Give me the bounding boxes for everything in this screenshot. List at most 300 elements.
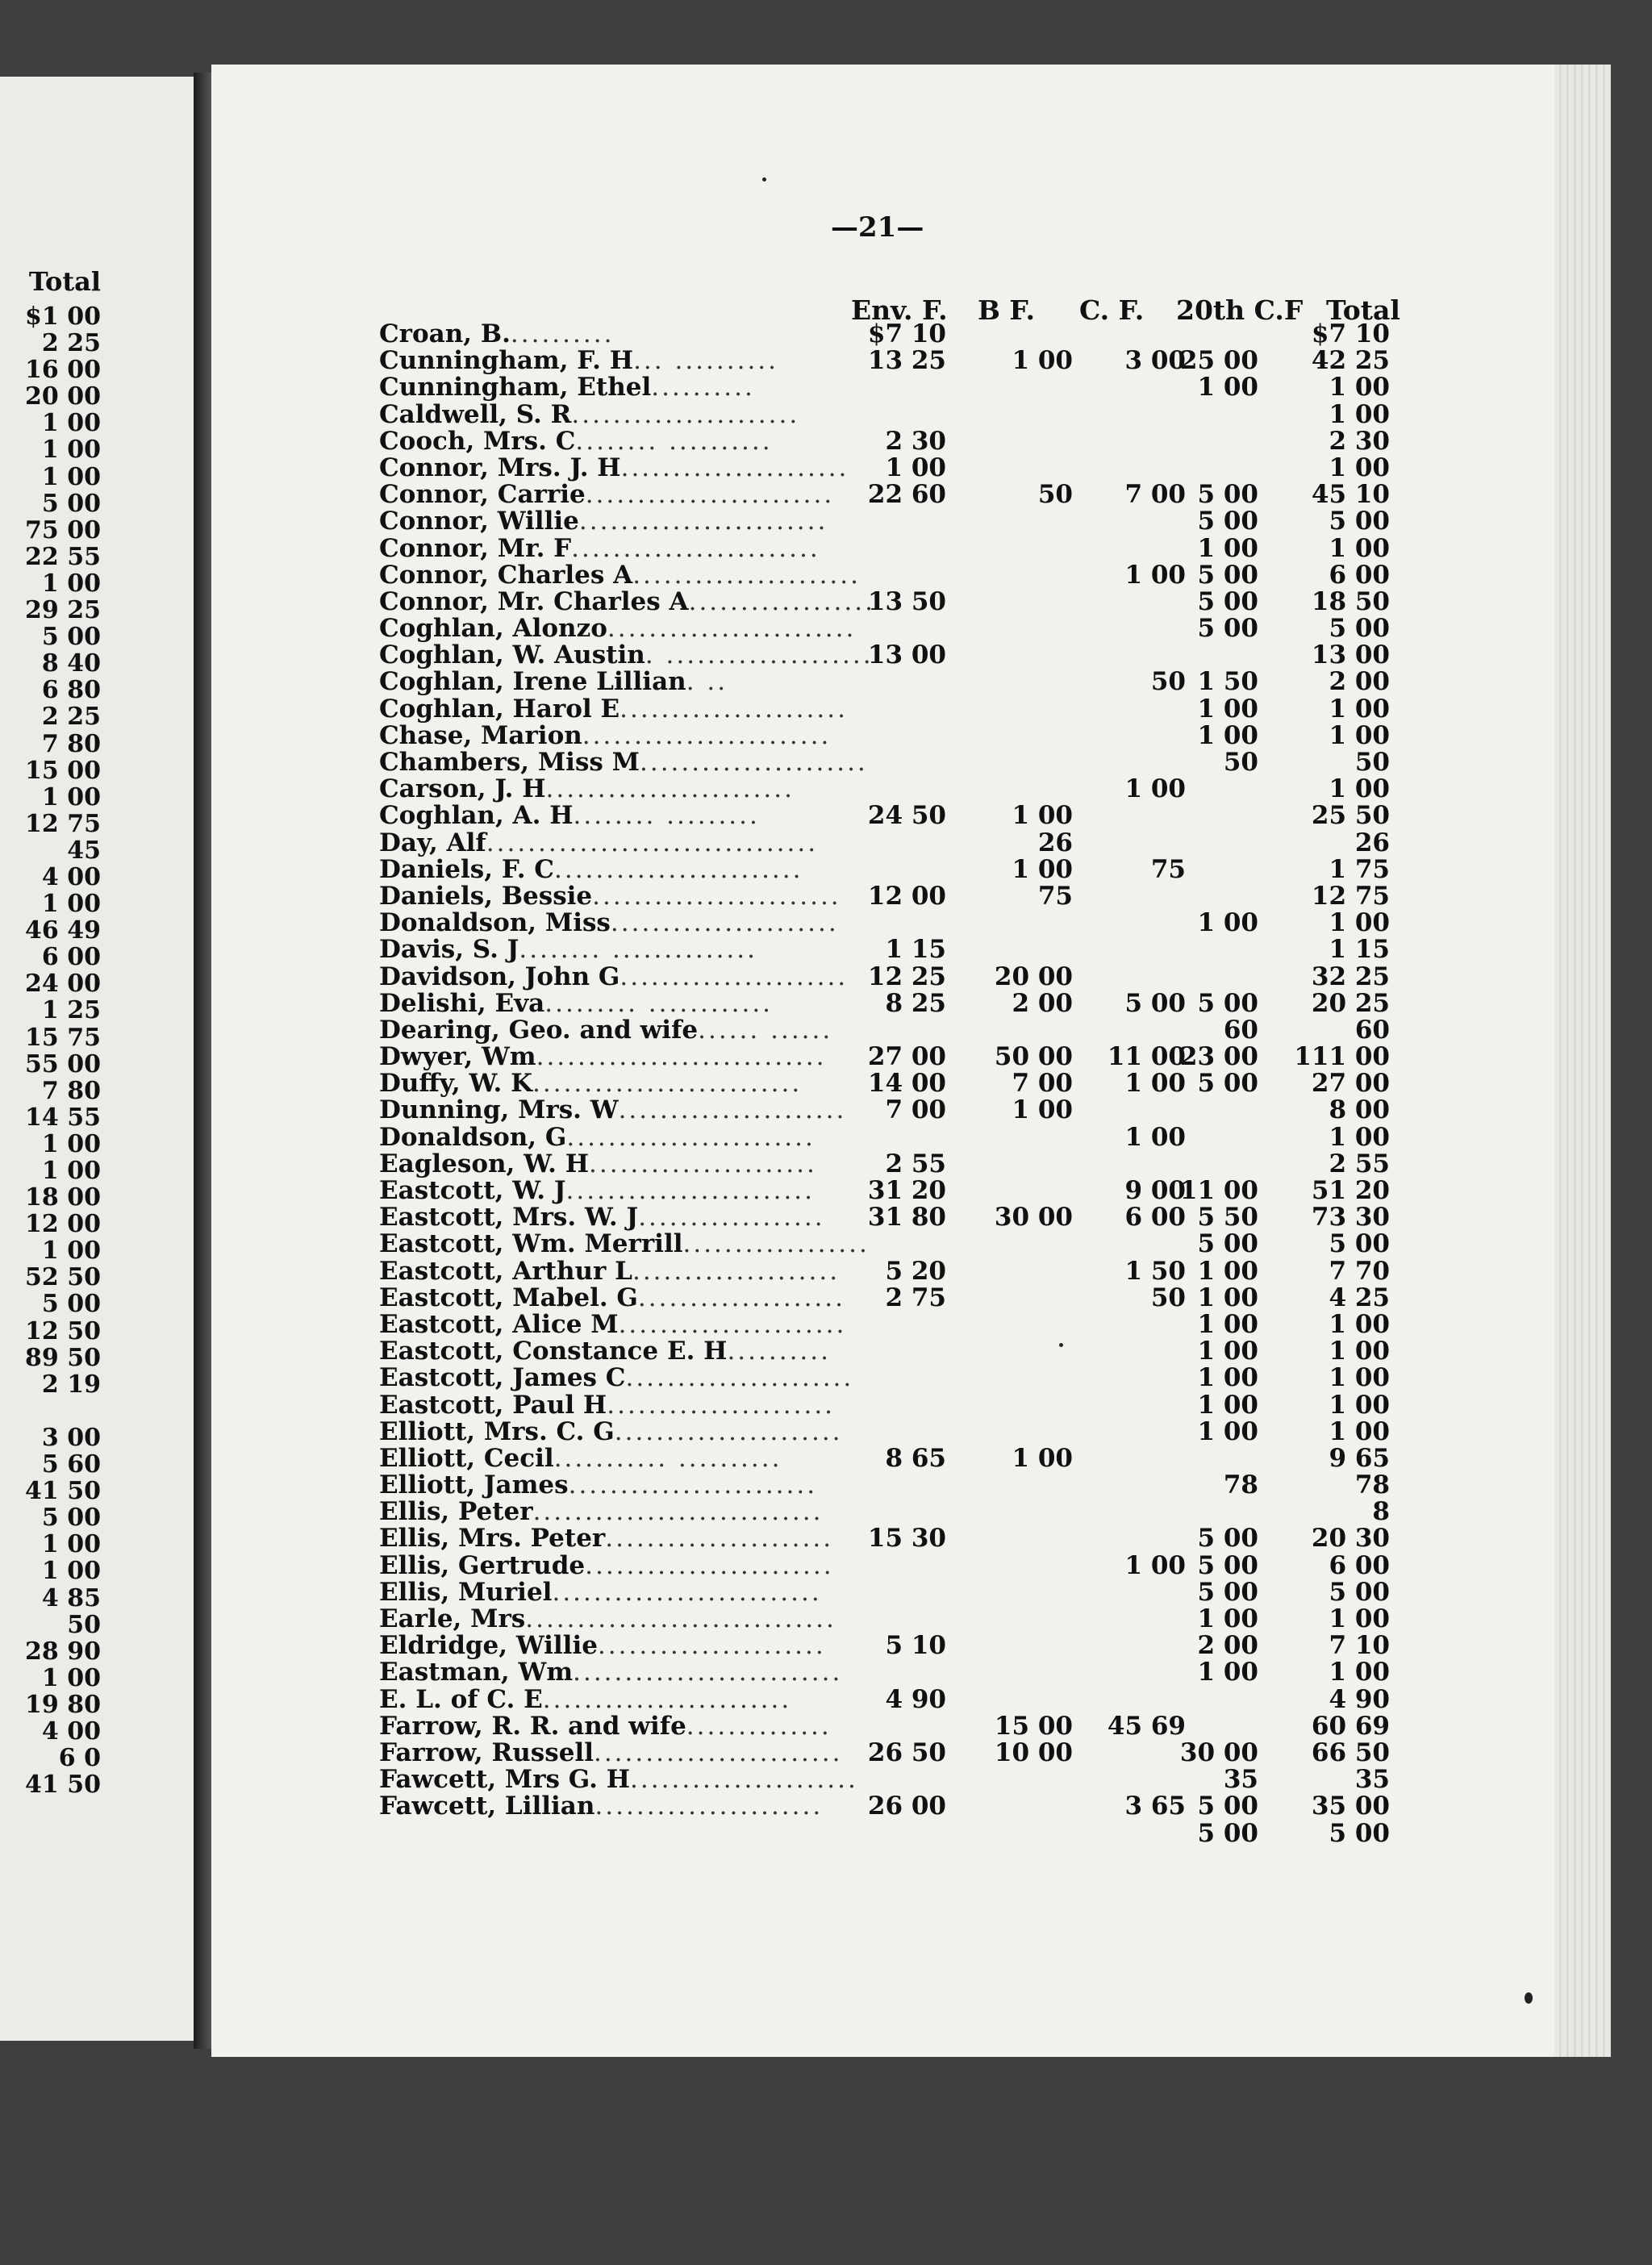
leader-dots: ........................ [553, 854, 803, 884]
left-total-cell: 1 00 [41, 1557, 101, 1586]
20th-c-f-cell: 1 00 [1197, 373, 1258, 403]
subscriber-name-text: Connor, Charles A [379, 560, 633, 590]
20th-c-f-cell: 5 00 [1197, 988, 1258, 1018]
table-row [0, 1550, 1404, 1580]
left-total-cell: 15 00 [25, 756, 101, 785]
table-row [0, 615, 1404, 642]
20th-c-f-cell: 1 00 [1197, 720, 1258, 750]
subscriber-name [379, 1392, 847, 1419]
left-total-cell: 2 25 [41, 329, 101, 358]
env-f-cell: 4 90 [885, 1684, 946, 1714]
subscriber-name-text: Chase, Marion [379, 720, 582, 750]
leader-dots: .................. [682, 1229, 870, 1259]
subscriber-name [379, 1633, 847, 1659]
subscriber-name [379, 455, 847, 482]
20th-c-f-cell: 1 00 [1197, 1309, 1258, 1339]
total-cell: 1 00 [1329, 720, 1390, 750]
subscriber-name [379, 374, 847, 401]
c-f-cell: 9 00 [1124, 1176, 1186, 1205]
subscriber-name-text: Davis, S. J [379, 935, 519, 965]
20th-c-f-cell: 35 [1223, 1765, 1258, 1795]
subscriber-name [379, 776, 847, 803]
table-row [0, 1204, 1404, 1231]
ink-speck [1059, 1343, 1063, 1347]
leader-dots: ........................ [545, 774, 795, 804]
b-f-cell: 7 00 [1012, 1069, 1073, 1099]
total-cell: 13 00 [1311, 640, 1390, 670]
b-f-cell: 1 00 [1012, 801, 1073, 831]
leader-dots: .......................... [532, 1069, 803, 1099]
left-total-cell: 2 25 [41, 703, 101, 732]
leader-dots: ...................... [618, 1095, 847, 1125]
total-cell: 12 75 [1311, 881, 1390, 911]
subscriber-name-text: Cunningham, F. H [379, 346, 634, 376]
c-f-cell: 1 00 [1124, 1069, 1186, 1099]
left-total-cell: 1 00 [41, 1237, 101, 1266]
leader-dots: ........................ [593, 1737, 843, 1767]
total-cell: 1 00 [1329, 1337, 1390, 1366]
subscriber-name-text: Ellis, Muriel [379, 1577, 553, 1607]
left-total-cell: 22 55 [25, 542, 101, 571]
leader-dots: ...................... [610, 908, 839, 938]
20th-c-f-cell: 50 [1223, 748, 1258, 777]
table-row [0, 1713, 1404, 1740]
left-total-cell: 6 0 [58, 1744, 101, 1773]
leader-dots: ...................... [605, 1524, 834, 1554]
c-f-cell: 1 00 [1124, 1122, 1186, 1152]
subscriber-name [379, 803, 847, 829]
c-f-cell: 11 00 [1107, 1042, 1186, 1072]
subscriber-name-text: Fawcett, Lillian [379, 1792, 595, 1821]
b-f-cell: 75 [1037, 881, 1073, 911]
total-cell: 26 [1354, 828, 1390, 857]
subscriber-name-text: Eagleson, W. H [379, 1149, 590, 1178]
left-total-cell: 1 00 [41, 1530, 101, 1559]
c-f-cell: 50 [1150, 1283, 1186, 1312]
table-row [0, 936, 1404, 963]
c-f-cell: 75 [1150, 854, 1186, 884]
left-total-cell: 41 50 [25, 1477, 101, 1506]
subscriber-name-text: Eastcott, Paul H [379, 1390, 607, 1420]
left-total-cell: 1 00 [41, 1157, 101, 1185]
20th-c-f-cell: 5 00 [1197, 1818, 1258, 1848]
total-cell: 5 00 [1329, 507, 1390, 536]
left-total-cell: 7 80 [41, 729, 101, 758]
left-total-cell: $1 00 [25, 302, 101, 331]
subscriber-name-text: Delishi, Eva [379, 988, 545, 1018]
table-row [0, 455, 1404, 482]
c-f-cell: 1 00 [1124, 560, 1186, 590]
total-cell: 1 00 [1329, 453, 1390, 482]
subscriber-name [379, 936, 847, 963]
table-row [0, 348, 1404, 374]
header-total: Total [1326, 294, 1400, 326]
subscriber-name [379, 910, 847, 936]
leader-dots: .......................... [552, 1577, 822, 1607]
subscriber-name [379, 1737, 847, 1767]
20th-c-f-cell: 5 00 [1197, 1577, 1258, 1607]
table-row [0, 1684, 1404, 1714]
20th-c-f-cell: 25 00 [1179, 346, 1258, 376]
subscriber-name [379, 1416, 847, 1446]
table-row [0, 1338, 1404, 1365]
leader-dots: .................. [688, 586, 875, 616]
left-total-cell: 1 00 [41, 782, 101, 811]
table-row [0, 1178, 1404, 1204]
table-row [0, 961, 1404, 991]
20th-c-f-cell: 5 00 [1197, 480, 1258, 510]
subscriber-name [379, 1659, 847, 1686]
table-row [0, 1365, 1404, 1391]
table-row [0, 1070, 1404, 1097]
table-row [0, 1124, 1404, 1151]
page-number: —21— [831, 211, 924, 244]
subscriber-name-text: Daniels, F. C [379, 854, 554, 884]
leader-dots: .......... [651, 373, 755, 403]
subscriber-name [379, 1579, 847, 1606]
subscriber-name-text: Cunningham, Ethel [379, 373, 652, 403]
c-f-cell: 6 00 [1124, 1203, 1186, 1233]
env-f-cell: 2 55 [885, 1149, 946, 1178]
c-f-cell: 3 00 [1124, 346, 1186, 376]
total-cell: 2 55 [1329, 1149, 1390, 1178]
20th-c-f-cell: 1 00 [1197, 1658, 1258, 1687]
table-row [0, 720, 1404, 750]
table-row [0, 1633, 1404, 1659]
table-row [0, 1818, 1404, 1848]
subscriber-name [379, 696, 847, 723]
subscriber-name [379, 1285, 847, 1312]
env-f-cell: 22 60 [867, 480, 946, 510]
left-total-cell: 2 19 [41, 1370, 101, 1399]
subscriber-name [379, 961, 849, 991]
leader-dots: ............................ [536, 1042, 827, 1072]
total-cell: 27 00 [1311, 1069, 1390, 1099]
env-f-cell: 12 00 [867, 881, 946, 911]
c-f-cell: 3 65 [1124, 1792, 1186, 1821]
left-page-total-header: Total [28, 266, 101, 297]
c-f-cell: 5 00 [1124, 988, 1186, 1018]
table-row [0, 696, 1404, 723]
left-total-cell: 1 00 [41, 890, 101, 919]
subscriber-name [379, 560, 861, 590]
table-row [0, 508, 1404, 535]
subscriber-name [379, 348, 847, 374]
total-cell: 1 00 [1329, 1416, 1390, 1446]
left-total-cell: 6 00 [41, 943, 101, 972]
env-f-cell: 31 20 [867, 1176, 946, 1205]
left-total-cell: 5 00 [41, 1504, 101, 1533]
left-total-cell: 12 00 [25, 1210, 101, 1239]
subscriber-name-text: Fawcett, Mrs G. H [379, 1765, 631, 1795]
leader-dots: ...................... [620, 453, 849, 482]
table-row [0, 1392, 1404, 1419]
leader-dots: ...................... [571, 399, 800, 429]
subscriber-name-text: Eastcott, Mabel. G [379, 1283, 638, 1312]
subscriber-name-text: Chambers, Miss M [379, 748, 640, 777]
subscriber-name-text: Duffy, W. K [379, 1069, 533, 1099]
subscriber-name-text: Eastcott, Wm. Merrill [379, 1229, 683, 1259]
subscriber-name-text: Connor, Willie [379, 507, 579, 536]
subscriber-name [379, 1525, 847, 1552]
table-row [0, 1472, 1404, 1499]
table-row [0, 1097, 1404, 1124]
left-total-cell: 5 60 [41, 1450, 101, 1479]
table-row [0, 988, 1404, 1018]
leader-dots: ............................ [532, 1497, 824, 1527]
c-f-cell: 45 69 [1107, 1711, 1186, 1741]
leader-dots: ...................... [639, 748, 868, 777]
subscriber-name [379, 1309, 847, 1339]
20th-c-f-cell: 5 00 [1197, 560, 1258, 590]
subscriber-name [379, 640, 874, 670]
subscriber-name [379, 428, 847, 455]
subscriber-name-text: Caldwell, S. R [379, 399, 572, 429]
env-f-cell: 7 00 [885, 1095, 946, 1125]
leader-dots: ...................... [597, 1631, 826, 1661]
subscriber-name [379, 854, 847, 884]
left-total-cell: 89 50 [25, 1343, 101, 1372]
leader-dots: ... .......... [633, 346, 779, 376]
table-row [0, 776, 1404, 803]
leader-dots: .......... [510, 319, 615, 348]
subscriber-name [379, 482, 847, 508]
20th-c-f-cell: 1 00 [1197, 694, 1258, 724]
table-row [0, 482, 1404, 508]
table-row [0, 1258, 1404, 1285]
total-cell: 60 [1354, 1015, 1390, 1045]
env-f-cell: 24 50 [867, 801, 946, 831]
subscriber-name-text: Eastcott, James C [379, 1363, 626, 1393]
total-cell: 1 00 [1329, 1390, 1390, 1420]
env-f-cell: 15 30 [867, 1524, 946, 1554]
subscriber-name [379, 1204, 847, 1231]
subscriber-name-text: Coghlan, Alonzo [379, 614, 607, 644]
table-row [0, 1416, 1404, 1446]
subscriber-name-text: Eastcott, W. J [379, 1176, 566, 1205]
subscriber-name-text: Eastcott, Arthur L [379, 1256, 632, 1286]
table-row [0, 1445, 1404, 1472]
left-total-cell: 46 49 [25, 916, 101, 945]
subscriber-name [379, 1793, 847, 1820]
total-cell: 7 10 [1329, 1631, 1390, 1661]
subscriber-name-text: Dearing, Geo. and wife [379, 1015, 699, 1045]
left-total-cell: 28 90 [25, 1637, 101, 1666]
subscriber-name-text: Elliott, Cecil [379, 1443, 554, 1473]
table-row [0, 1044, 1404, 1070]
env-f-cell: 26 50 [867, 1737, 946, 1767]
total-cell: 1 15 [1329, 935, 1390, 965]
subscriber-name [379, 1363, 854, 1393]
subscriber-name-text: Ellis, Mrs. Peter [379, 1524, 606, 1554]
subscriber-name [379, 1178, 847, 1204]
total-cell: 42 25 [1311, 346, 1390, 376]
left-total-cell: 45 [67, 836, 101, 865]
subscriber-name [379, 1070, 847, 1097]
leader-dots: ...................... [632, 560, 861, 590]
subscriber-name [379, 1445, 847, 1472]
env-f-cell: 2 75 [885, 1283, 946, 1312]
total-cell: 20 30 [1311, 1524, 1390, 1554]
subscriber-name-text: Earle, Mrs [379, 1604, 526, 1633]
leader-dots: . .. [686, 667, 728, 697]
table-row [0, 1285, 1404, 1312]
env-f-cell: 8 65 [885, 1443, 946, 1473]
leader-dots: . .................... [645, 640, 874, 670]
subscriber-name-text: Elliott, James [379, 1470, 569, 1500]
b-f-cell: 20 00 [994, 961, 1073, 991]
total-cell: 32 25 [1311, 961, 1390, 991]
total-cell: 18 50 [1311, 586, 1390, 616]
table-row [0, 562, 1404, 589]
total-cell: 66 50 [1311, 1737, 1390, 1767]
left-total-cell: 20 00 [25, 382, 101, 411]
subscriber-name [379, 1472, 847, 1499]
page-edges [1554, 65, 1611, 2057]
ink-speck [762, 177, 766, 181]
total-cell: 1 00 [1329, 1122, 1390, 1152]
c-f-cell: 1 00 [1124, 1550, 1186, 1580]
subscriber-name [379, 1338, 847, 1365]
total-cell: 9 65 [1329, 1443, 1390, 1473]
leader-dots: .................... [632, 1256, 841, 1286]
total-cell: 111 00 [1294, 1042, 1390, 1072]
left-total-cell: 5 00 [41, 489, 101, 518]
b-f-cell: 1 00 [1012, 1095, 1073, 1125]
subscriber-name [379, 1124, 847, 1151]
subscriber-name-text: Elliott, Mrs. C. G [379, 1416, 615, 1446]
left-total-cell: 6 80 [41, 676, 101, 705]
b-f-cell: 10 00 [994, 1737, 1073, 1767]
b-f-cell: 1 00 [1012, 1443, 1073, 1473]
subscriber-name-text: Farrow, Russell [379, 1737, 594, 1767]
table-row [0, 1231, 1404, 1258]
c-f-cell: 1 00 [1124, 774, 1186, 804]
env-f-cell: 5 20 [885, 1256, 946, 1286]
table-row [0, 1499, 1404, 1525]
left-total-cell: 3 00 [41, 1423, 101, 1452]
left-total-cell: 1 00 [41, 436, 101, 465]
left-total-cell: 15 75 [25, 1023, 101, 1052]
subscriber-name-text: Ellis, Gertrude [379, 1550, 586, 1580]
total-cell: 45 10 [1311, 480, 1390, 510]
table-row [0, 910, 1404, 936]
leader-dots: ........................ [585, 1550, 834, 1580]
subscriber-name [379, 748, 868, 777]
20th-c-f-cell: 1 00 [1197, 533, 1258, 563]
leader-dots: .............................. [525, 1604, 836, 1633]
subscriber-name-text: Carson, J. H [379, 774, 546, 804]
table-row [0, 1793, 1404, 1820]
table-row [0, 883, 1404, 910]
left-total-cell: 1 00 [41, 409, 101, 438]
left-total-cell: 24 00 [25, 970, 101, 999]
subscriber-name-text: Coghlan, Irene Lillian [379, 667, 686, 697]
total-cell: 6 00 [1329, 560, 1390, 590]
leader-dots: ........................ [592, 881, 841, 911]
header-c-f: C. F. [1079, 294, 1145, 326]
subscriber-name [379, 614, 857, 644]
subscriber-name [379, 1097, 847, 1124]
leader-dots: ........................ [568, 1470, 818, 1500]
table-row [0, 321, 1404, 348]
env-f-cell: 1 15 [885, 935, 946, 965]
table-row [0, 669, 1404, 695]
left-total-cell: 29 25 [25, 596, 101, 625]
leader-dots: ........................ [607, 614, 857, 644]
total-cell: $7 10 [1311, 319, 1390, 348]
leader-dots: ...................... [618, 1309, 847, 1339]
left-total-cell: 1 00 [41, 1663, 101, 1692]
20th-c-f-cell: 2 00 [1197, 1631, 1258, 1661]
subscriber-name-text: Farrow, R. R. and wife [379, 1711, 686, 1741]
subscriber-name-text: Cooch, Mrs. C [379, 426, 576, 456]
leader-dots: ........ .......... [575, 426, 773, 456]
subscriber-name-text: Connor, Mr. F [379, 533, 572, 563]
subscriber-name [379, 830, 847, 857]
20th-c-f-cell: 1 00 [1197, 1337, 1258, 1366]
c-f-cell: 50 [1150, 667, 1186, 697]
leader-dots: ........................ [542, 1684, 792, 1714]
leader-dots: .......... [727, 1337, 831, 1366]
total-cell: 8 00 [1329, 1095, 1390, 1125]
20th-c-f-cell: 1 50 [1197, 667, 1258, 697]
20th-c-f-cell: 1 00 [1197, 1363, 1258, 1393]
20th-c-f-cell: 5 00 [1197, 614, 1258, 644]
table-row [0, 586, 1404, 616]
leader-dots: ...... ...... [698, 1015, 833, 1045]
total-cell: 1 00 [1329, 373, 1390, 403]
left-total-cell: 52 50 [25, 1263, 101, 1292]
subscriber-name-text: Dunning, Mrs. W [379, 1095, 619, 1125]
left-total-cell: 4 85 [41, 1583, 101, 1612]
left-total-cell: 19 80 [25, 1690, 101, 1719]
b-f-cell: 30 00 [994, 1203, 1073, 1233]
subscriber-name [379, 1044, 847, 1070]
b-f-cell: 1 00 [1012, 854, 1073, 884]
leader-dots: .................. [638, 1203, 825, 1233]
leader-dots: ...................... [620, 694, 848, 724]
header-b-f: B F. [978, 294, 1035, 326]
total-cell: 1 00 [1329, 694, 1390, 724]
leader-dots: ...................... [594, 1792, 824, 1821]
env-f-cell: 8 25 [885, 988, 946, 1018]
total-cell: 51 20 [1311, 1176, 1390, 1205]
total-cell: 50 [1354, 748, 1390, 777]
total-cell: 2 30 [1329, 426, 1390, 456]
total-cell: 20 25 [1311, 988, 1390, 1018]
20th-c-f-cell: 60 [1223, 1015, 1258, 1045]
20th-c-f-cell: 1 00 [1197, 1604, 1258, 1633]
table-row [0, 749, 1404, 776]
left-total-cell: 75 00 [25, 515, 101, 544]
subscriber-name-text: Daniels, Bessie [379, 881, 593, 911]
subscriber-name [379, 321, 847, 348]
20th-c-f-cell: 5 00 [1197, 507, 1258, 536]
env-f-cell: 27 00 [867, 1042, 946, 1072]
subscriber-name [379, 533, 847, 563]
total-cell: 4 25 [1329, 1283, 1390, 1312]
total-cell: 78 [1354, 1470, 1390, 1500]
env-f-cell: 2 30 [885, 426, 946, 456]
left-total-cell: 1 25 [41, 996, 101, 1025]
leader-dots: ........................ [571, 533, 820, 563]
leader-dots: ........... .......... [553, 1443, 782, 1473]
left-total-cell: 41 50 [25, 1771, 101, 1800]
subscriber-name-text: Coghlan, Harol E [379, 694, 620, 724]
leader-dots: ...................... [625, 1363, 854, 1393]
left-total-cell: 1 00 [41, 569, 101, 598]
